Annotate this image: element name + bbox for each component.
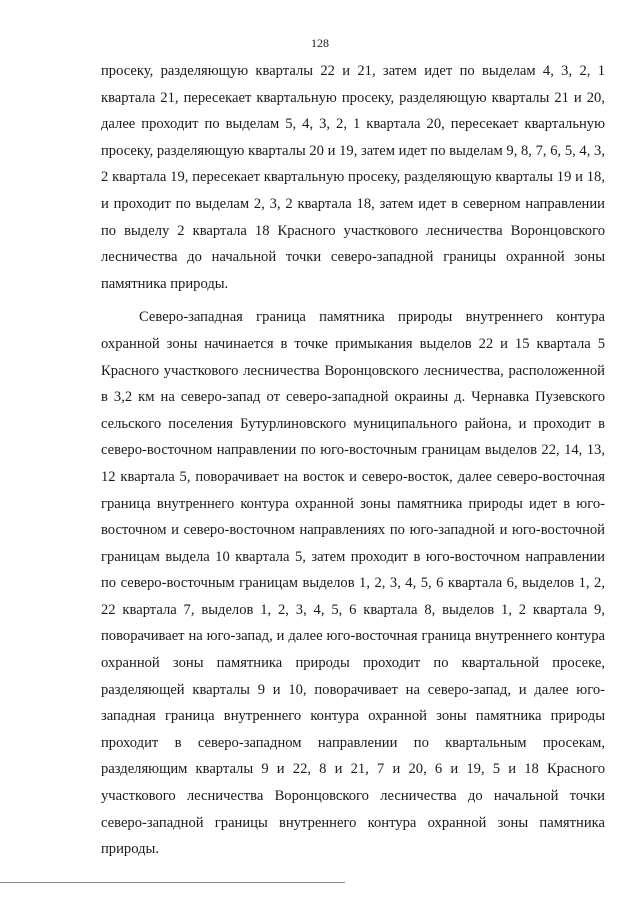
footer-rule — [0, 882, 345, 883]
document-body — [101, 58, 605, 863]
page-number: 128 — [311, 36, 329, 50]
paragraph-northwest-boundary: Северо-западная граница памятника природы внутреннего контура охранной зоны начинается в точке примыкания выделов 22 и 15 квартала 5 Красного участкового лесничества Воронцовского лесничества, расположенной в 3,2 км на северо-запад от северо-западной окраины д. Чернавка Пузевского сельского поселения Бутурлиновского муниципального района, и проходит в северо-восточном направлении по юго-восточным границам выделов 22, 14, 13, 12 квартала 5, поворачивает на восток и северо-восток, далее северо-восточная граница внутреннего контура охранной зоны памятника природы идет в юго-восточном и северо-восточном направлениях по юго-западной и юго-восточной границам выдела 10 квартала 5, затем проходит в юго-восточном направлении по северо-восточным границам выделов 1, 2, 3, 4, 5, 6 квартала 6, выделов 1, 2, 22 квартала 7, выделов 1, 2, 3, 4, 5, 6 квартала 8, выделов 1, 2 квартала 9, поворачивает на юго-запад, и далее юго-восточная граница внутреннего контура охранной зоны памятника природы проходит по квартальной просеке, разделяющей кварталы 9 и 10, поворачивает на северо-запад, и далее юго-западная граница внутреннего контура охранной зоны памятника природы проходит в северо-западном направлении по квартальным просекам, разделяющим кварталы 9 и 22, 8 и 21, 7 и 20, 6 и 19, 5 и 18 Красного участкового лесничества Воронцовского лесничества до начальной точки северо-западной границы внутреннего контура охранной зоны памятника природы. — [101, 309, 605, 858]
paragraph-continuation: просеку, разделяющую кварталы 22 и 21, затем идет по выделам 4, 3, 2, 1 квартала 21, пересекает квартальную просеку, разделяющую кварталы 21 и 20, далее проходит по выделам 5, 4, 3, 2, 1 квартала 20, пересекает квартальную просеку, разделяющую кварталы 20 и 19, затем идет по выделам 9, 8, 7, 6, 5, 4, 3, 2 квартала 19, пересекает квартальную просеку, разделяющую кварталы 19 и 18, и проходит по выделам 2, 3, 2 квартала 18, затем идет в северном направлении по выделу 2 квартала 18 Красного участкового лесничества Воронцовского лесничества до начальной точки северо-западной границы охранной зоны памятника природы. — [101, 63, 605, 292]
